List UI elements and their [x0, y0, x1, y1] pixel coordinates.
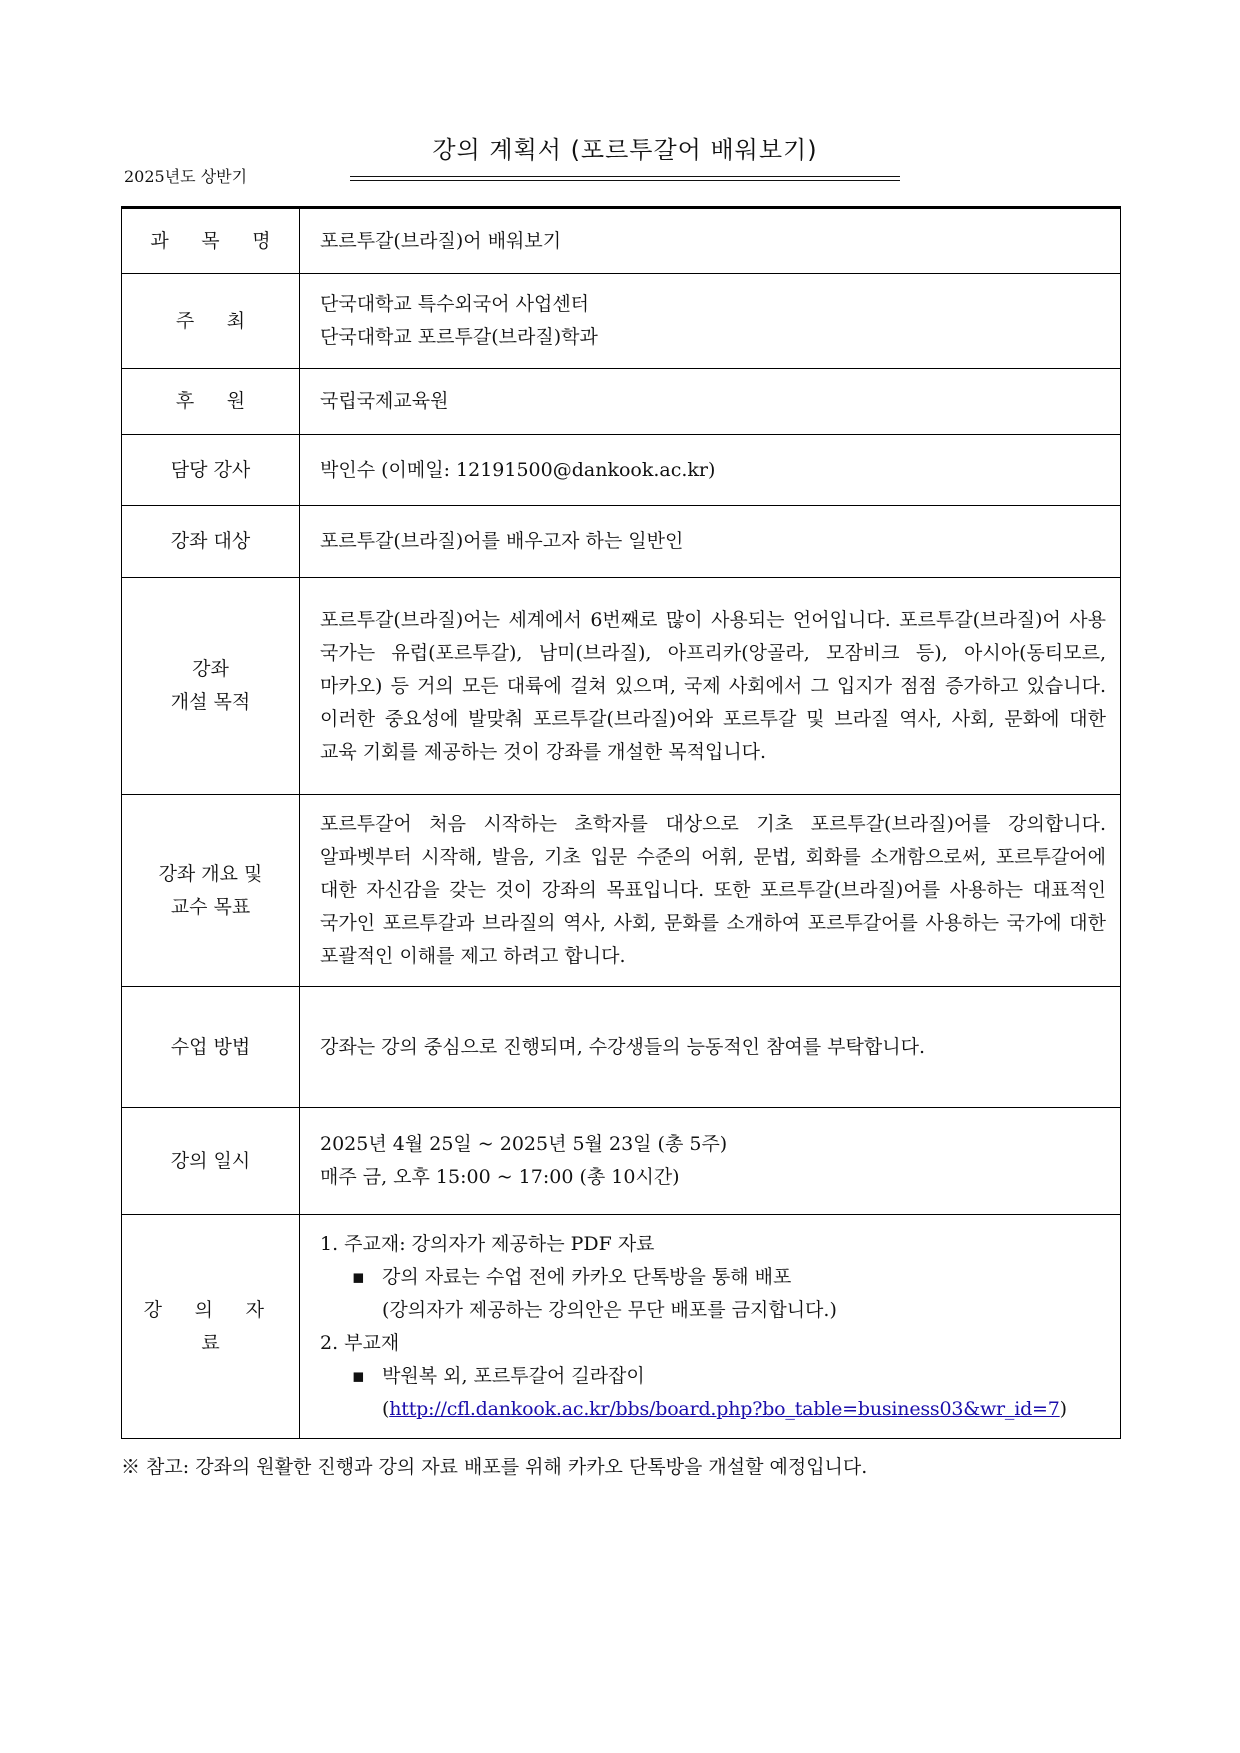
purpose-value: 포르투갈(브라질)어는 세계에서 6번째로 많이 사용되는 언어입니다. 포르투갈(브라질)어 사용 국가는 유럽(포르투갈), 남미(브라질), 아프리카(앙골라, 모잠비크 등), 아시아(동티모르, 마카오) 등 거의 모든 대륙에 걸쳐 있으며, 국제 사회에서 그 입지가 점점 증가하고 있습니다. 이러한 중요성에 발맞춰 포르투갈(브라질)어와 포르투갈 및 브라질 역사, 사회, 문화에 대한 교육 기회를 제공하는 것이 강좌를 개설한 목적입니다. — [300, 578, 1121, 795]
instructor-label: 담당 강사 — [122, 435, 300, 506]
sub-textbook-list — [320, 1360, 1106, 1426]
table-row — [122, 369, 1121, 435]
table-row — [122, 506, 1121, 578]
host-value — [300, 274, 1121, 369]
method-value: 강좌는 강의 중심으로 진행되며, 수강생들의 능동적인 참여를 부탁합니다. — [300, 987, 1121, 1108]
materials-value — [300, 1215, 1121, 1439]
overview-label: 강좌 개요 및 교수 목표 — [122, 795, 300, 987]
sponsor-value: 국립국제교육원 — [300, 369, 1121, 435]
schedule-value — [300, 1108, 1121, 1215]
semester-label: 2025년도 상반기 — [124, 167, 248, 186]
schedule-label: 강의 일시 — [122, 1108, 300, 1215]
page-title: 강의 계획서 (포르투갈어 배워보기) — [432, 136, 818, 164]
sponsor-label: 후 원 — [122, 369, 300, 435]
purpose-label: 강좌 개설 목적 — [122, 578, 300, 795]
table-row — [122, 274, 1121, 369]
list-item: ▪ 박원복 외, 포르투갈어 길라잡이 (http://cfl.dankook.ac.kr/bbs/board.php?bo_table=business03&wr_id=7) — [350, 1360, 1106, 1426]
host-line: 단국대학교 특수외국어 사업센터 — [320, 293, 590, 315]
textbook-link[interactable]: http://cfl.dankook.ac.kr/bbs/board.php?bo_table=business03&wr_id=7 — [389, 1397, 1060, 1420]
materials-label: 강 의 자 료 — [122, 1215, 300, 1439]
title-underline — [350, 176, 900, 181]
schedule-line: 매주 금, 오후 15:00 ~ 17:00 (총 10시간) — [320, 1166, 680, 1188]
main-textbook-title: 1. 주교재: 강의자가 제공하는 PDF 자료 — [320, 1232, 655, 1255]
host-label: 주 최 — [122, 274, 300, 369]
sub-textbook-title: 2. 부교재 — [320, 1331, 400, 1354]
course-name-value: 포르투갈(브라질)어 배워보기 — [300, 208, 1121, 274]
instructor-value: 박인수 (이메일: 12191500@dankook.ac.kr) — [300, 435, 1121, 506]
course-plan-table — [121, 206, 1121, 1439]
table-row — [122, 795, 1121, 987]
table-row — [122, 435, 1121, 506]
course-name-label: 과 목 명 — [122, 208, 300, 274]
overview-value: 포르투갈어 처음 시작하는 초학자를 대상으로 기초 포르투갈(브라질)어를 강의합니다. 알파벳부터 시작해, 발음, 기초 입문 수준의 어휘, 문법, 회화를 소개함으로써, 포르투갈어에 대한 자신감을 갖는 것이 강좌의 목표입니다. 또한 포르투갈(브라질)어를 사용하는 대표적인 국가인 포르투갈과 브라질의 역사, 사회, 문화를 소개하여 포르투갈어를 사용하는 국가에 대한 포괄적인 이해를 제고 하려고 합니다. — [300, 795, 1121, 987]
list-item: ▪ 강의 자료는 수업 전에 카카오 단톡방을 통해 배포 (강의자가 제공하는 강의안은 무단 배포를 금지합니다.) — [350, 1261, 1106, 1327]
main-textbook-list — [320, 1261, 1106, 1327]
host-line: 단국대학교 포르투갈(브라질)학과 — [320, 326, 598, 348]
table-row — [122, 1215, 1121, 1439]
target-value: 포르투갈(브라질)어를 배우고자 하는 일반인 — [300, 506, 1121, 578]
table-row — [122, 1108, 1121, 1215]
schedule-line: 2025년 4월 25일 ~ 2025년 5월 23일 (총 5주) — [320, 1133, 728, 1155]
footer-note: ※ 참고: 강좌의 원활한 진행과 강의 자료 배포를 위해 카카오 단톡방을 개설할 예정입니다. — [121, 1456, 868, 1478]
method-label: 수업 방법 — [122, 987, 300, 1108]
table-row — [122, 208, 1121, 274]
target-label: 강좌 대상 — [122, 506, 300, 578]
square-bullet-icon: ▪ — [352, 1364, 365, 1387]
square-bullet-icon: ▪ — [352, 1265, 365, 1288]
table-row — [122, 578, 1121, 795]
table-row — [122, 987, 1121, 1108]
